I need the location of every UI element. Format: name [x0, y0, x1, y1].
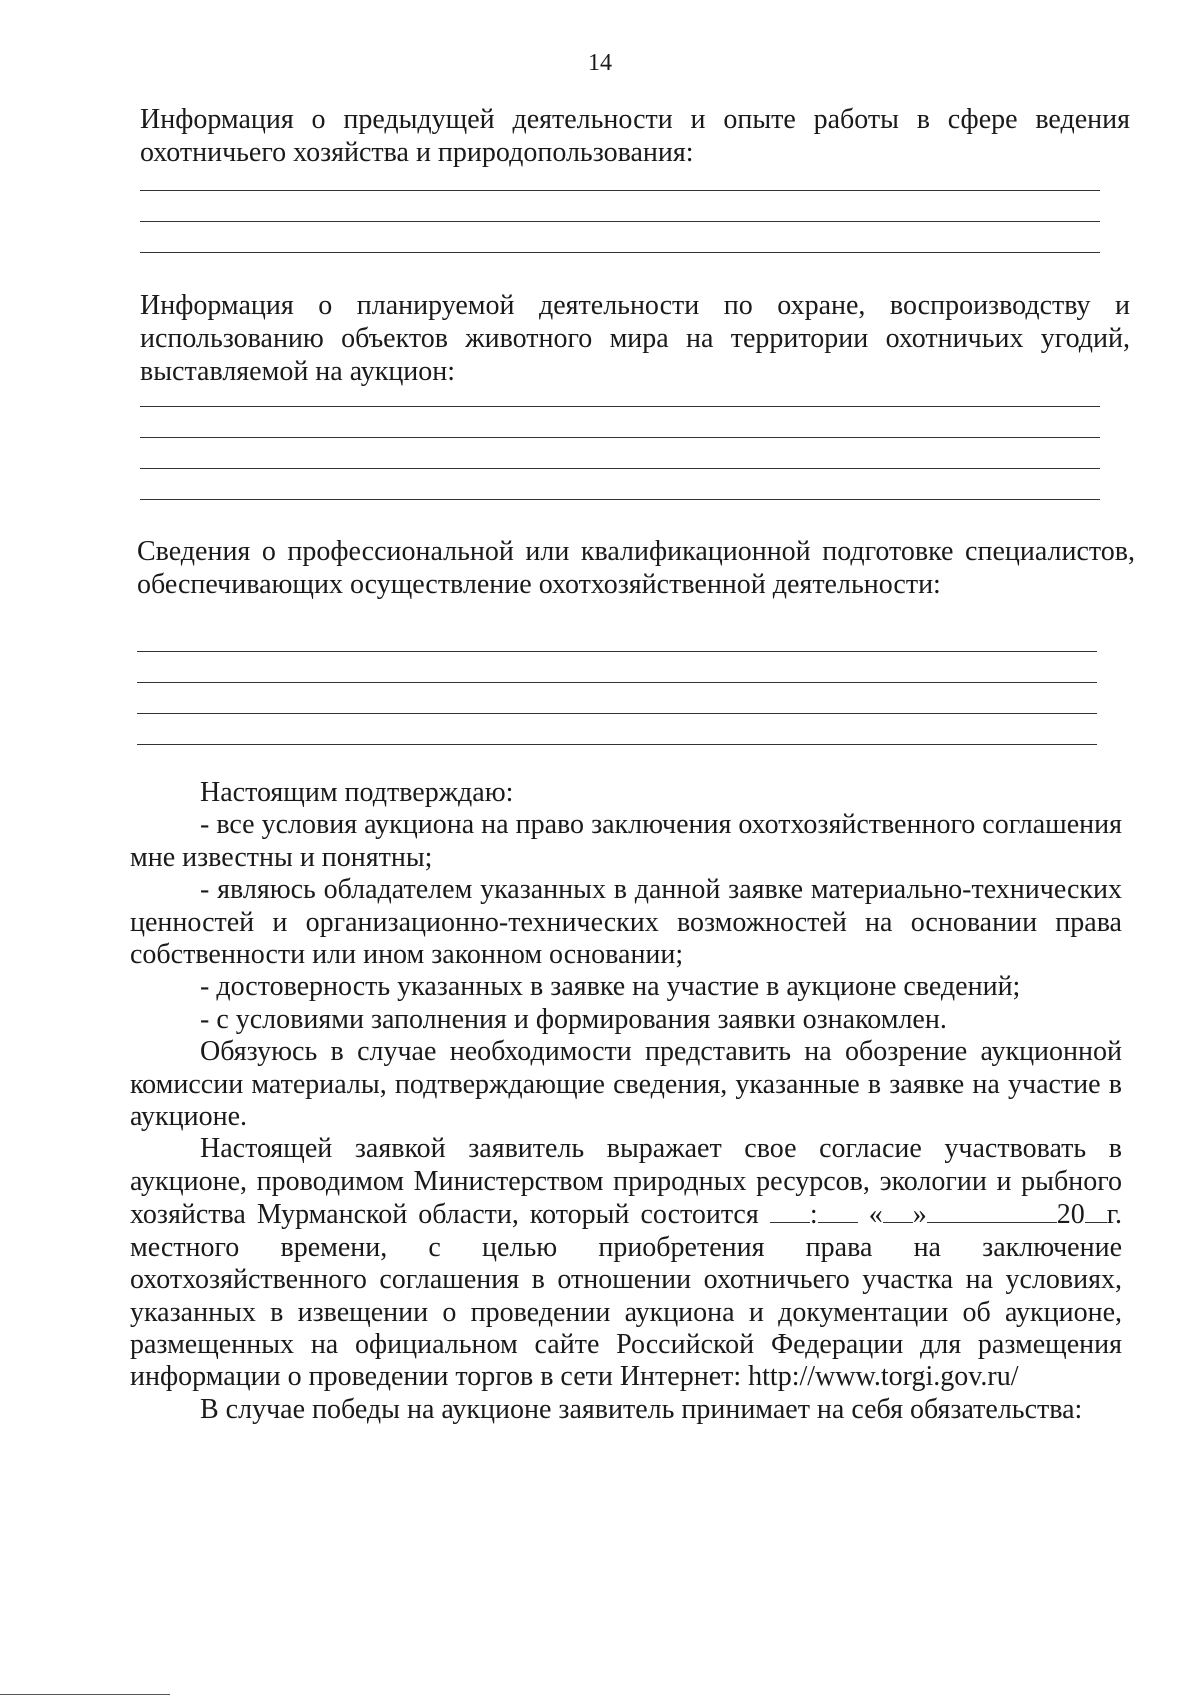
previous-activity-heading: Информация о предыдущей деятельности и опыте работы в сфере ведения охотничьего хозяйства и природопользования: [140, 104, 1130, 168]
confirmation-item-conditions: - все условия аукциона на право заключения охотхозяйственного соглашения мне известны и понятны; [130, 809, 1122, 873]
specialists-training-line-1[interactable] [137, 651, 1097, 652]
year-prefix: 20 [1056, 1199, 1085, 1231]
consent-text-part1: Настоящей заявкой заявитель выражает свое согласие участвовать в аукционе, проводимом Министерством природных ресурсов, экологии и рыбного хозяйства Мурманской области, который состоится [130, 1133, 1122, 1231]
specialists-training-line-4[interactable] [137, 744, 1097, 745]
date-open-quote: « [868, 1199, 883, 1231]
previous-activity-line-2[interactable] [140, 221, 1100, 222]
planned-activity-line-3[interactable] [140, 468, 1100, 469]
planned-activity-line-2[interactable] [140, 437, 1100, 438]
obligation-paragraph: Обязуюсь в случае необходимости представить на обозрение аукционной комиссии материалы, подтверждающие сведения, указанные в заявке на участие в аукционе. [130, 1036, 1122, 1133]
previous-activity-line-3[interactable] [140, 252, 1100, 253]
planned-activity-line-4[interactable] [140, 499, 1100, 500]
time-separator: : [809, 1199, 818, 1231]
specialists-training-heading: Сведения о профессиональной или квалификационной подготовке специалистов, обеспечивающих осуществление охотхозяйственной деятельности: [137, 536, 1135, 600]
confirmation-item-acquainted: - с условиями заполнения и формирования заявки ознакомлен. [200, 1003, 947, 1035]
confirmation-item-reliability: - достоверность указанных в заявке на участие в аукционе сведений; [200, 971, 1021, 1003]
auction-hour-field[interactable] [770, 1198, 810, 1223]
planned-activity-heading: Информация о планируемой деятельности по охране, воспроизводству и использованию объектов животного мира на территории охотничьих угодий, выставляемой на аукцион: [140, 290, 1130, 387]
auction-month-field[interactable] [927, 1198, 1057, 1223]
auction-year-field[interactable] [1085, 1198, 1107, 1223]
consent-text-part2: местного времени, с целью приобретения права на заключение охотхозяйственного соглашения в отношении охотничьего участка на условиях, указанных в извещении о проведении аукциона и документации об аукционе, размещенных на официальном сайте Российской Федерации для размещения информации о проведении торгов в сети Интернет: http://www.torgi.gov.ru/ [130, 1231, 1122, 1393]
footnote-separator [0, 1694, 170, 1695]
confirmation-block [130, 777, 1122, 1426]
auction-day-field[interactable] [883, 1198, 913, 1223]
win-obligations-paragraph: В случае победы на аукционе заявитель принимает на себя обязательства: [200, 1393, 1083, 1425]
page-number: 14 [588, 50, 612, 76]
specialists-training-line-2[interactable] [137, 682, 1097, 683]
date-close-quote: » [912, 1199, 927, 1231]
year-suffix: г. [1106, 1199, 1123, 1231]
planned-activity-line-1[interactable] [140, 406, 1100, 407]
consent-paragraph [130, 1133, 1122, 1393]
previous-activity-line-1[interactable] [140, 190, 1100, 191]
confirmation-item-resources: - являюсь обладателем указанных в данной заявке материально-технических ценностей и организационно-технических возможностей на основании права собственности или ином законном основании; [130, 874, 1122, 971]
specialists-training-line-3[interactable] [137, 713, 1097, 714]
auction-minute-field[interactable] [818, 1198, 858, 1223]
confirmation-intro: Настоящим подтверждаю: [200, 777, 514, 808]
